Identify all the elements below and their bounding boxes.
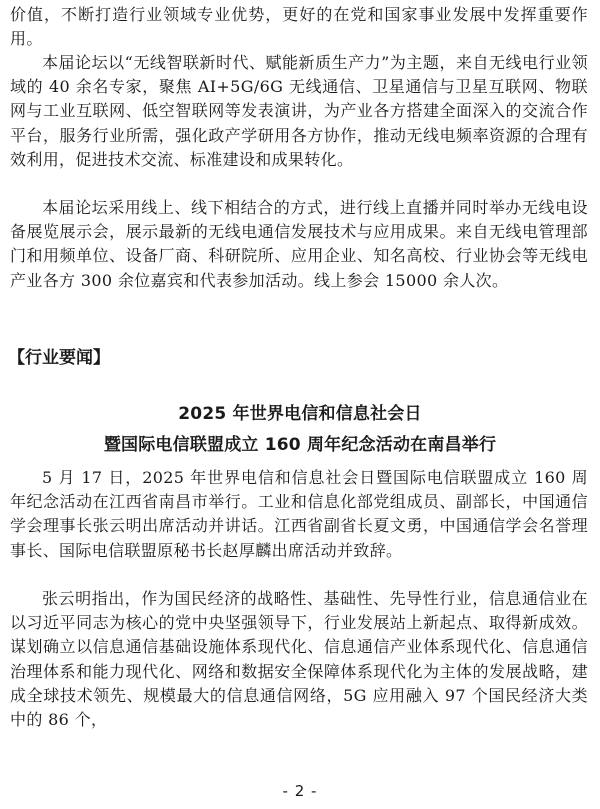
- continuation-paragraph: 价值，不断打造行业领域专业优势，更好的在党和国家事业发展中发挥重要作用。: [10, 5, 588, 49]
- article-paragraph-event: 5 月 17 日，2025 年世界电信和信息社会日暨国际电信联盟成立 160 周年纪念活动在江西省南昌市举行。工业和信息化部党组成员、副部长，中国通信学会理事长张云明出席活动并讲话。江西省副省长夏文勇，中国通信学会名誉理事长、国际电信联盟原秘书长赵厚麟出席活动并致辞。: [10, 468, 588, 560]
- forum-format-paragraph: 本届论坛采用线上、线下相结合的方式，进行线上直播并同时举办无线电设备展览展示会，展示最新的无线电通信发展技术与应用成果。来自无线电管理部门和用频单位、设备厂商、科研院所、应用企业、知名高校、行业协会等无线电产业各方 300 余位嘉宾和代表参加活动。线上参会 15000 余人次。: [10, 198, 588, 290]
- page-number: - 2 -: [282, 782, 318, 800]
- article-title-line2: 暨国际电信联盟成立 160 周年纪念活动在南昌举行: [103, 435, 497, 455]
- forum-theme-paragraph: 本届论坛以“无线智联新时代、赋能新质生产力”为主题，来自无线电行业领域的 40 余名专家，聚焦 AI+5G/6G 无线通信、卫星通信与卫星互联网、物联网与工业互联网、低空智联网等发表演讲，为产业各方搭建全面深入的交流合作平台，服务行业所需，强化政产学研用各方协作，推动无线电频率资源的合理有效利用，促进技术交流、标准建设和成果转化。: [10, 53, 588, 169]
- article-title-line1: 2025 年世界电信和信息社会日: [178, 404, 422, 424]
- section-heading: 【行业要闻】: [8, 348, 110, 368]
- article-paragraph-speech: 张云明指出，作为国民经济的战略性、基础性、先导性行业，信息通信业在以习近平同志为核心的党中央坚强领导下，行业发展站上新起点、取得新成效。谋划确立以信息通信基础设施体系现代化、信息通信产业体系现代化、信息通信治理体系和能力现代化、网络和数据安全保障体系现代化为主体的发展战略，建成全球技术领先、规模最大的信息通信网络，5G 应用融入 97 个国民经济大类中的 86 个，: [10, 589, 588, 730]
